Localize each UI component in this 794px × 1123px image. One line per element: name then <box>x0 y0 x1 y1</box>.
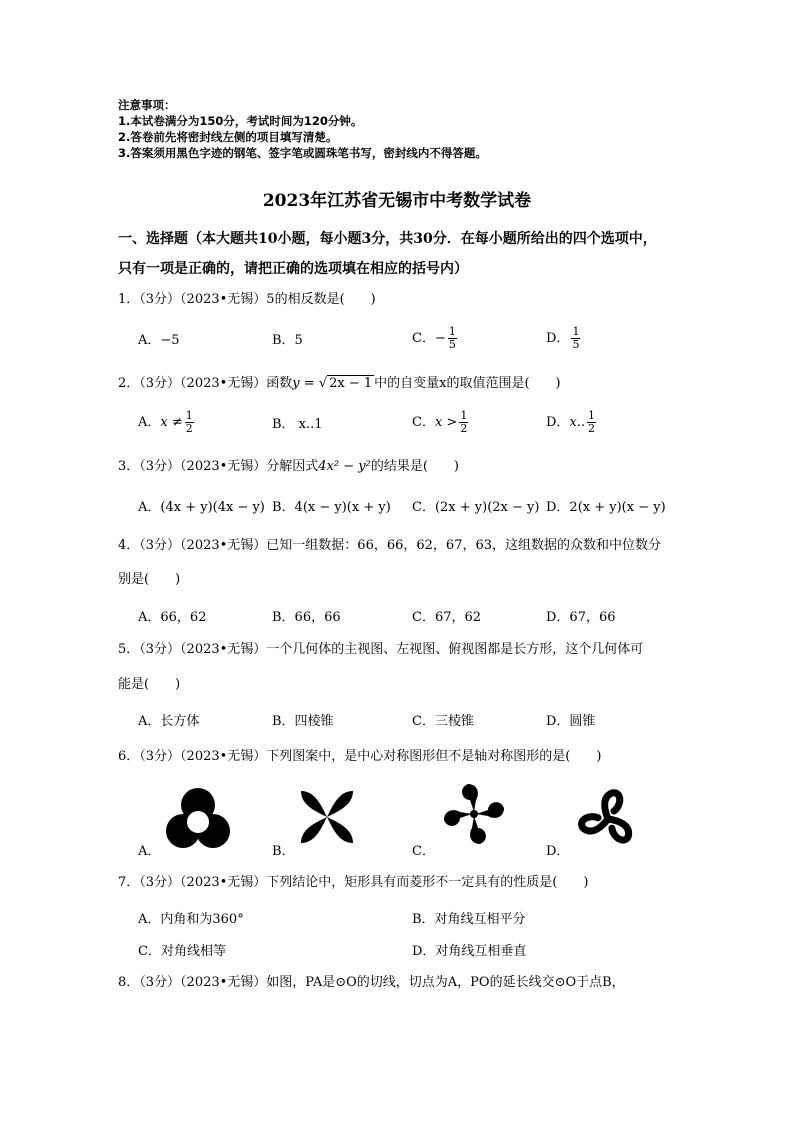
notice-heading: 注意事项： <box>118 98 176 112</box>
notice-item: 1.本试卷满分为150分，考试时间为120分钟。 <box>118 114 363 128</box>
q5-option-a: A．长方体 <box>138 714 200 729</box>
notice-item: 3.答案须用黑色字迹的钢笔、签字笔或圆珠笔书写，密封线内不得答题。 <box>118 146 487 160</box>
section-line: 只有一项是正确的，请把正确的选项填在相应的括号内） <box>118 261 468 277</box>
question-3-stem: 3．（3分）（2023•无锡）分解因式4x² − y²的结果是( ) <box>118 459 459 474</box>
q4-option-d: D．67，66 <box>546 610 616 625</box>
question-8-stem: 8．（3分）（2023•无锡）如图，PA是⊙O的切线，切点为A，PO的延长线交⊙O于点B， <box>118 975 625 990</box>
q1-option-b: B．5 <box>272 333 303 348</box>
q5-option-b: B．四棱锥 <box>272 714 334 729</box>
q1-option-d: D． $\frac{1}{5}$ <box>546 325 580 351</box>
q6-option-d: D． <box>546 844 570 859</box>
q2-option-d: D．x.. $\frac{1}{2}$ <box>546 409 596 435</box>
q2-option-b: B． x..1 <box>272 417 323 432</box>
q4-option-b: B．66，66 <box>272 610 341 625</box>
q7-option-a: A．内角和为360° <box>138 912 244 927</box>
q3-option-c: C．(2x + y)(2x − y) <box>412 500 540 515</box>
question-7-stem: 7．（3分）（2023•无锡）下列结论中，矩形具有而菱形不一定具有的性质是( ) <box>118 875 589 890</box>
question-4-stem: 4．（3分）（2023•无锡）已知一组数据：66，66，62，67，63，这组数据的众数和中位数分 <box>118 538 662 553</box>
q6-option-c: C． <box>412 844 435 859</box>
q6-option-a: A． <box>138 844 161 859</box>
q1-option-a: A．−5 <box>138 333 180 348</box>
question-5-stem-cont: 能是( ) <box>118 677 181 692</box>
section-heading <box>118 224 678 284</box>
three-loop-swirl-figure <box>574 786 642 852</box>
q2-option-a: A．x ≠ $\frac{1}{2}$ <box>138 409 193 435</box>
q5-option-d: D．圆锥 <box>546 714 596 729</box>
q6-option-b: B． <box>272 844 295 859</box>
q4-option-a: A．66，62 <box>138 610 207 625</box>
section-line: 一、选择题（本大题共10小题，每小题3分，共30分．在每小题所给出的四个选项中， <box>118 231 657 247</box>
four-leaf-cross-figure <box>296 786 358 848</box>
question-5-stem: 5．（3分）（2023•无锡）一个几何体的主视图、左视图、俯视图都是长方形，这个几何体可 <box>118 642 644 657</box>
q3-option-a: A．(4x + y)(4x − y) <box>138 500 265 515</box>
q2-option-c: C．x > $\frac{1}{2}$ <box>412 409 468 435</box>
q5-option-c: C．三棱锥 <box>412 714 474 729</box>
question-2-stem: 2．（3分）（2023•无锡）函数y = √ 2x − 1 中的自变量x的取值范围是( ) <box>118 376 561 391</box>
q3-option-d: D．2(x + y)(x − y) <box>546 500 666 515</box>
notice-item: 2.答卷前先将密封线左侧的项目填写清楚。 <box>118 130 338 144</box>
q7-option-c: C．对角线相等 <box>138 944 226 959</box>
pinwheel-figure <box>440 780 508 848</box>
q3-option-b: B．4(x − y)(x + y) <box>272 500 391 515</box>
notice-block <box>118 97 487 161</box>
exam-title: 2023年江苏省无锡市中考数学试卷 <box>262 191 532 211</box>
question-6-stem: 6．（3分）（2023•无锡）下列图案中，是中心对称图形但不是轴对称图形的是( ) <box>118 749 602 764</box>
q4-option-c: C．67，62 <box>412 610 482 625</box>
q1-option-c: C．− $\frac{1}{5}$ <box>412 325 456 351</box>
question-1-stem: 1．（3分）（2023•无锡）5的相反数是( ) <box>118 292 376 307</box>
q7-option-d: D．对角线互相垂直 <box>412 944 527 959</box>
q7-option-b: B．对角线互相平分 <box>412 912 526 927</box>
three-circle-trefoil-figure <box>164 786 232 854</box>
question-4-stem-cont: 别是( ) <box>118 572 181 587</box>
